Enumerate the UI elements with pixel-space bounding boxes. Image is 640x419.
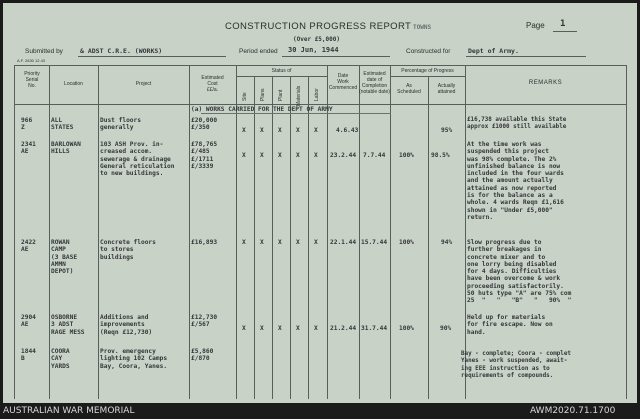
row-remarks: Held up for materials for fire escape. Now on hand. [467, 314, 553, 336]
row-project: Prov. emergency lighting 102 Camps Bay, Coora, Yanes. [100, 348, 168, 370]
table-header-border [14, 104, 626, 105]
header-project: Project [135, 81, 152, 87]
header-date-commenced: Date Work Commenced [328, 73, 358, 91]
footer-left: AUSTRALIAN WAR MEMORIAL [3, 406, 135, 416]
row-location: ROWAN CAMP (3 BASE AMMN DEPOT) [51, 239, 78, 276]
header-actually-attained: Actually attained [437, 83, 456, 95]
header-status-plant: Plant [278, 89, 284, 101]
title-stamp: TOWNS [413, 24, 432, 31]
report-sheet [3, 3, 637, 403]
row-cost: £16,893 [191, 239, 218, 246]
status-group-border [236, 76, 327, 77]
row-remarks: At the time work was suspended this project was 98% complete. The 2% unfinished balance is now included in the four wards and the amount actually attained as now reported is for the balance as a whole. 4 wards Reqn £1,616 shown in "Under £5,000" return. [467, 141, 564, 221]
row-cost: £5,860 £/870 [191, 348, 214, 363]
header-status-materials: Materials [296, 85, 302, 106]
row-attained: 98.5% [431, 152, 450, 159]
row-status-materials: X [296, 152, 300, 159]
row-status-plans: X [260, 239, 264, 246]
period-value: 30 Jun, 1944 [288, 46, 339, 54]
col-line [290, 76, 291, 399]
row-status-site: X [242, 325, 246, 332]
row-location: ALL STATES [51, 117, 74, 132]
form-code: A.F. 2630 12.43 [17, 58, 46, 63]
row-project: 103 ASH Prov. in- creased accom. sewerage & drainage General reticulation to new buildings. [100, 141, 175, 178]
constructed-value: Dept of Army. [468, 47, 519, 55]
header-priority: Priority Serial No. [24, 71, 40, 89]
row-scheduled: 100% [399, 152, 414, 159]
row-serial: 966 Z [21, 117, 33, 132]
row-project: Concrete floors to stores buildings [100, 239, 156, 261]
row-remarks: Slow progress due to further breakages in concrete mixer and to one lorry being disabled for 4 days. Difficulties have been overcome & work proceeding satisfactorily. 50 huts type "A" are 75% com 25 " " "B" " 90% " [467, 239, 572, 305]
header-as-scheduled: As Scheduled [397, 83, 421, 95]
page-number: 1 [560, 19, 566, 29]
submitted-underline [78, 56, 226, 57]
row-attained: 90% [440, 325, 452, 332]
col-line [49, 65, 50, 399]
row-scheduled: 100% [399, 325, 414, 332]
row-status-labor: X [314, 239, 318, 246]
col-line [428, 76, 429, 399]
row-cost: £12,730 £/567 [191, 314, 218, 329]
header-percentage-group: Percentage of Progress [401, 68, 454, 74]
header-location: Location [64, 81, 83, 87]
row-status-site: X [242, 239, 246, 246]
row-attained: 95% [441, 127, 453, 134]
header-estimated-completion: Estimated date of Completion (notable date) [359, 71, 390, 95]
col-line [359, 65, 360, 399]
row-status-plant: X [278, 152, 282, 159]
row-completion: 15.7.44 [361, 239, 388, 246]
col-line [254, 76, 255, 399]
submitted-value: & ADST C.R.E. (WORKS) [80, 47, 163, 55]
col-line [327, 65, 328, 399]
row-project: Dust floors generally [100, 117, 141, 132]
row-status-materials: X [296, 127, 300, 134]
row-status-plant: X [278, 127, 282, 134]
row-status-plant: X [278, 239, 282, 246]
table-top-border [14, 65, 626, 66]
submitted-label: Submitted by [25, 48, 63, 55]
header-status-labor: Labor [314, 88, 320, 101]
page-label: Page [526, 21, 545, 30]
report-title: CONSTRUCTION PROGRESS REPORT [225, 21, 412, 32]
row-commenced: 23.2.44 [330, 152, 357, 159]
row-status-plans: X [260, 127, 264, 134]
row-completion: 7.7.44 [363, 152, 386, 159]
row-serial: 2341 AE [21, 141, 36, 156]
row-location: OSBORNE 3 ADST RAGE MESS [51, 314, 85, 336]
row-serial: 1844 B [21, 348, 36, 363]
row-status-plans: X [260, 152, 264, 159]
row-project: Additions and improvements (Reqn £12,730) [100, 314, 153, 336]
archive-footer [0, 405, 640, 419]
col-line [390, 65, 391, 399]
row-commenced: 21.2.44 [330, 325, 357, 332]
col-line [308, 76, 309, 399]
row-completion: 31.7.44 [361, 325, 388, 332]
row-status-materials: X [296, 239, 300, 246]
col-line [465, 65, 466, 399]
col-line [626, 65, 627, 399]
col-line [14, 65, 15, 399]
period-note: (Over £5,000) [293, 36, 340, 43]
row-serial: 2422 AE [21, 239, 36, 254]
header-estimated-cost: Estimated Cost ££/a. [201, 75, 224, 93]
row-status-site: X [242, 127, 246, 134]
row-status-labor: X [314, 152, 318, 159]
row-attained: 94% [441, 239, 453, 246]
row-location: BARLOWAN HILLS [51, 141, 81, 156]
col-line [272, 76, 273, 399]
section-underline [201, 113, 391, 114]
period-label: Period ended [239, 48, 278, 55]
row-status-labor: X [314, 325, 318, 332]
header-remarks: REMARKS [528, 80, 563, 86]
constructed-label: Constructed for [406, 48, 451, 55]
col-line [236, 65, 237, 399]
row-commenced: 4.6.43 [336, 127, 359, 134]
period-underline [282, 56, 390, 57]
col-line [98, 65, 99, 399]
row-remarks: Bay - complete; Coora - complet Yanes - work suspended, await- ing EEE instruction as to requirements of compounds. [461, 351, 571, 379]
row-serial: 2904 AE [21, 314, 36, 329]
row-status-labor: X [314, 127, 318, 134]
footer-right: AWM2020.71.1700 [530, 406, 616, 416]
row-cost: £20,000 £/350 [191, 117, 218, 132]
row-remarks: £16,738 available this State approx £1000 still available [467, 117, 567, 131]
row-commenced: 22.1.44 [330, 239, 357, 246]
header-status-plans: Plans [260, 88, 266, 101]
row-status-materials: X [296, 325, 300, 332]
page-underline [553, 31, 577, 32]
section-heading: (a) WORKS CARRIED FOR THE DEPT OF ARMY [191, 106, 333, 113]
constructed-underline [466, 56, 586, 57]
header-status-group: Status of [271, 68, 292, 74]
row-location: COORA CAY YARDS [51, 348, 70, 370]
col-line [189, 65, 190, 399]
row-status-plans: X [260, 325, 264, 332]
row-status-plant: X [278, 325, 282, 332]
row-status-site: X [242, 152, 246, 159]
row-scheduled: 100% [399, 239, 414, 246]
row-cost: £78,765 £/485 £/1711 £/3339 [191, 141, 218, 170]
header-status-site: Site [242, 92, 248, 101]
